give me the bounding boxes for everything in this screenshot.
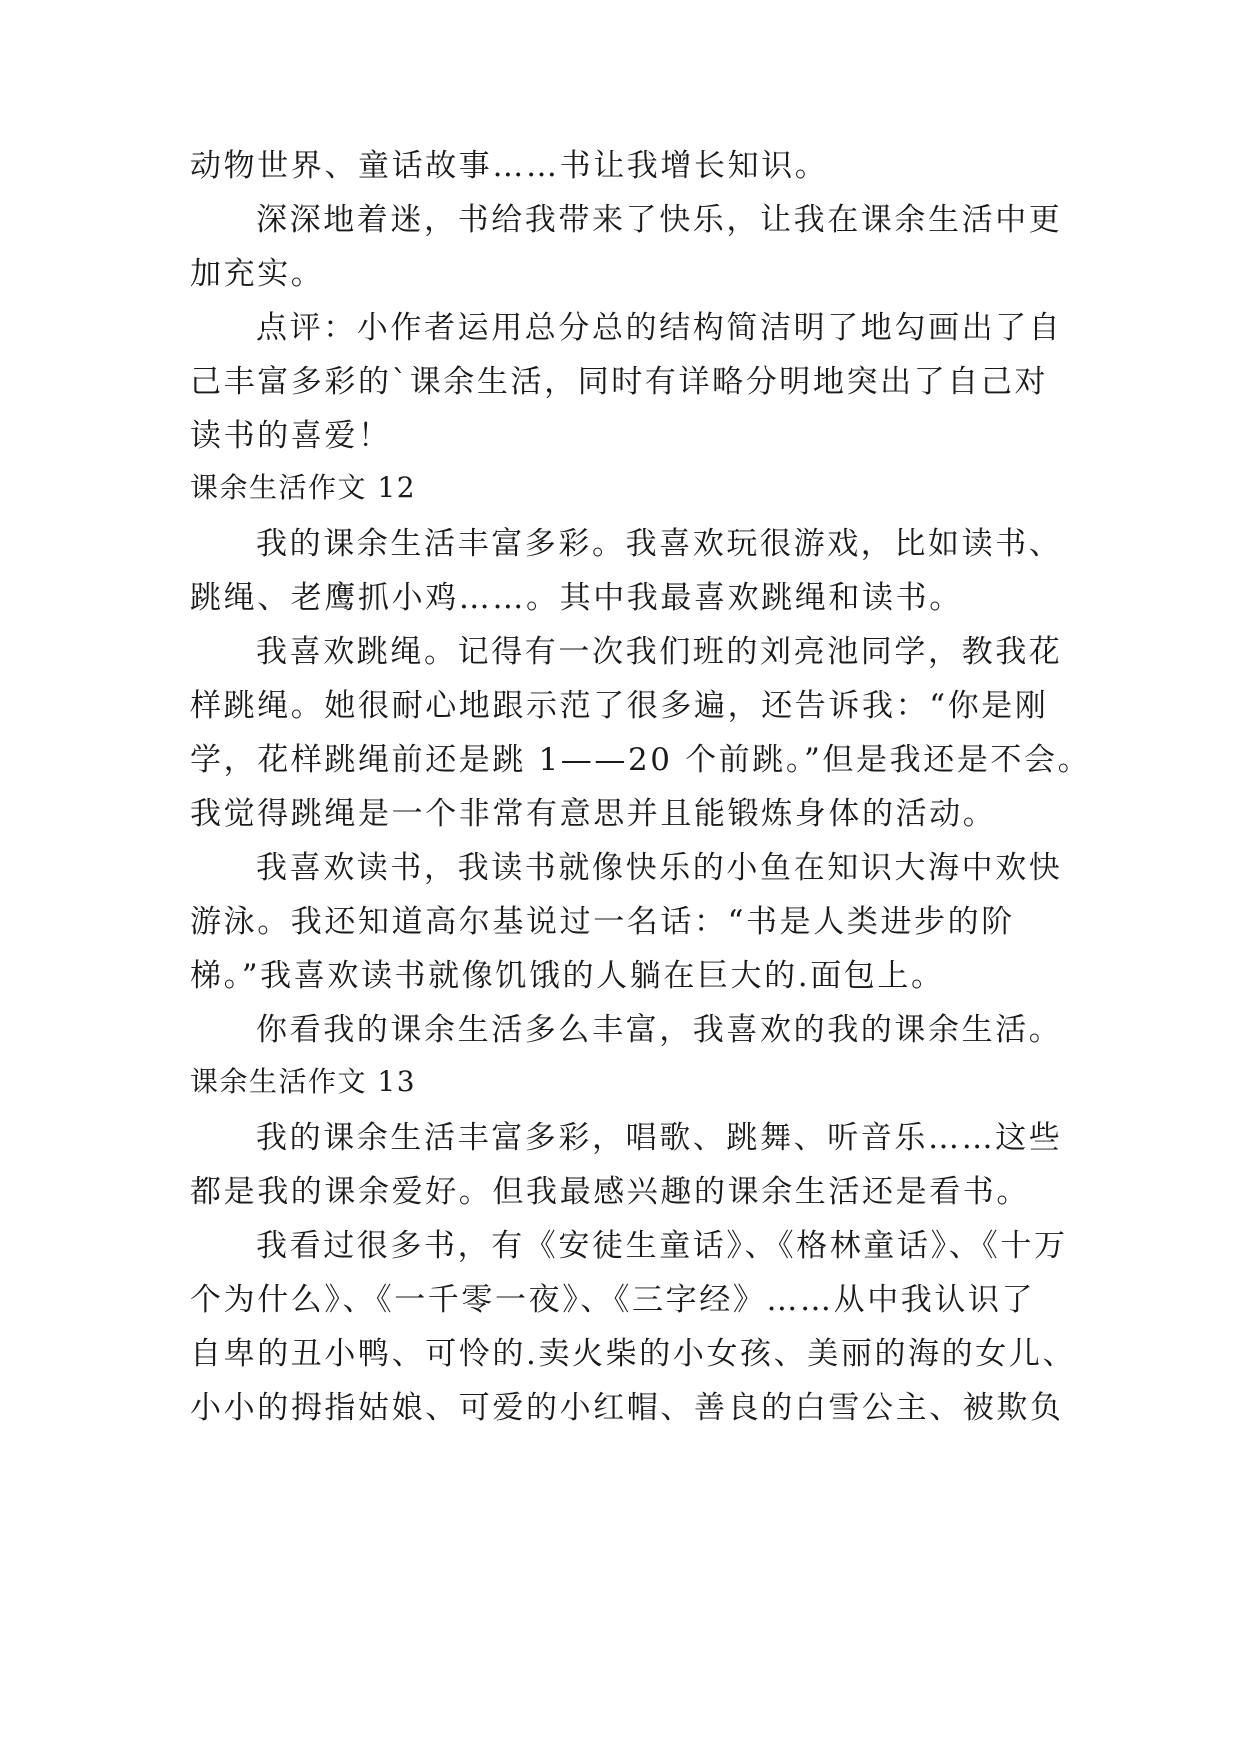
text-line: 都是我的课余爱好。但我最感兴趣的课余生活还是看书。 [190, 1174, 1030, 1210]
text-line: 我喜欢读书，我读书就像快乐的小鱼在知识大海中欢快 [256, 850, 1063, 886]
text-line: 游泳。我还知道高尔基说过一名话：“书是人类进步的阶 [190, 904, 1015, 940]
text-line: 你看我的课余生活多么丰富，我喜欢的我的课余生活。 [256, 1012, 1063, 1048]
text-line: 样跳绳。她很耐心地跟示范了很多遍，还告诉我：“你是刚 [190, 688, 1049, 724]
text-line: 我的课余生活丰富多彩。我喜欢玩很游戏，比如读书、 [256, 526, 1063, 562]
text-line: 跳绳、老鹰抓小鸡……。其中我最喜欢跳绳和读书。 [190, 580, 963, 616]
text-line: 点评：小作者运用总分总的结构简洁明了地勾画出了自 [256, 310, 1063, 346]
text-line: 梯。”我喜欢读书就像饥饿的人躺在巨大的.面包上。 [190, 958, 945, 994]
text-line: 动物世界、童话故事……书让我增长知识。 [190, 148, 829, 184]
section-heading: 课余生活作文 12 [190, 471, 417, 504]
text-line: 我的课余生活丰富多彩，唱歌、跳舞、听音乐……这些 [256, 1120, 1063, 1156]
text-line: 加充实。 [190, 256, 325, 292]
text-line: 自卑的丑小鸭、可怜的.卖火柴的小女孩、美丽的海的女儿、 [190, 1336, 1077, 1372]
text-line: 小小的拇指姑娘、可爱的小红帽、善良的白雪公主、被欺负 [190, 1390, 1064, 1426]
text-line: 我喜欢跳绳。记得有一次我们班的刘亮池同学，教我花 [256, 634, 1063, 670]
section-heading: 课余生活作文 13 [190, 1065, 417, 1098]
text-line: 我觉得跳绳是一个非常有意思并且能锻炼身体的活动。 [190, 796, 997, 832]
text-line: 己丰富多彩的`课余生活，同时有详略分明地突出了自己对 [190, 364, 1049, 400]
text-line: 个为什么》、《一千零一夜》、《三字经》……从中我认识了 [190, 1282, 1036, 1318]
text-line: 学，花样跳绳前还是跳 1——20 个前跳。”但是我还是不会。 [190, 742, 1092, 778]
text-line: 我看过很多书，有《安徒生童话》、《格林童话》、《十万 [256, 1228, 1068, 1264]
text-line: 读书的喜爱！ [190, 418, 392, 454]
text-line: 深深地着迷，书给我带来了快乐，让我在课余生活中更 [256, 202, 1063, 238]
